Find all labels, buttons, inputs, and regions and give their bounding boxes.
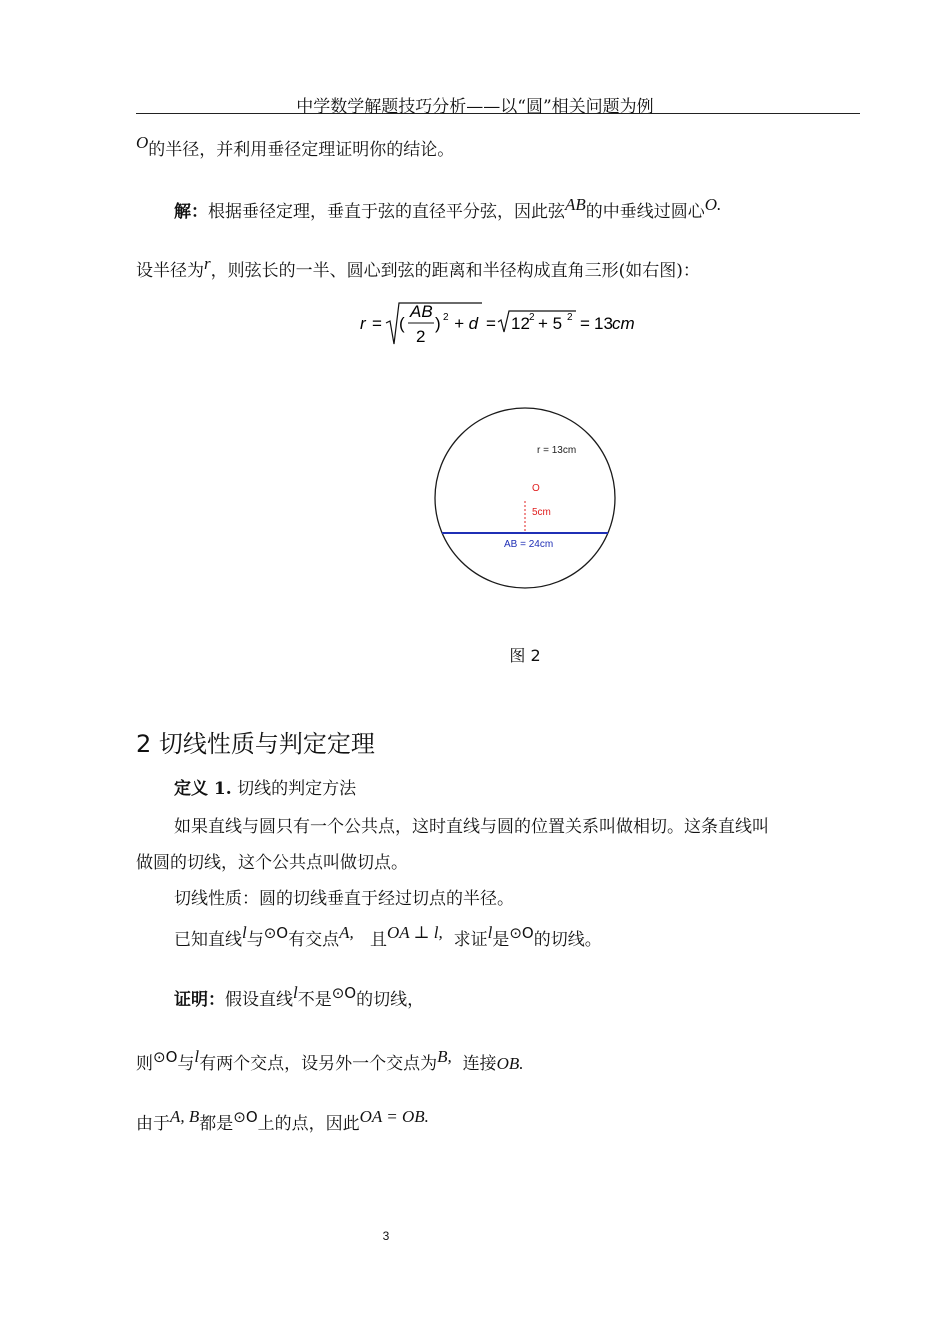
problem-text-7: 的切线。	[533, 930, 602, 950]
solution-label: 解：	[174, 202, 208, 222]
definition-text-2: 做圆的切线，这个公共点叫做切点。	[136, 853, 408, 873]
var-a: A,	[339, 923, 354, 942]
page-header-title: 中学数学解题技巧分析——以“圆”相关问题为例	[296, 97, 654, 117]
formula-sq1: 2	[529, 312, 535, 323]
formula-open-paren: (	[399, 314, 405, 333]
formula-plus: + 5	[538, 314, 563, 333]
proof-text: 假设直线	[225, 990, 293, 1010]
formula-close-paren: )	[435, 314, 441, 333]
paragraph-text: 的半径，并利用垂径定理证明你的结论。	[148, 140, 455, 160]
circle-diagram	[424, 400, 624, 595]
definition-title: 切线的判定方法	[231, 779, 357, 799]
formula-eq: =	[372, 314, 382, 333]
var-r: r	[204, 254, 211, 273]
proof2-text-2: 与	[177, 1054, 195, 1074]
solution-text-2: 的中垂线过圆心	[585, 202, 705, 222]
problem-text-2: 与	[246, 930, 264, 950]
radius-formula	[358, 300, 648, 350]
var-o-center: O.	[704, 195, 722, 214]
paragraph-radius	[136, 133, 455, 162]
definition-text-1: 如果直线与圆只有一个公共点，这时直线与圆的位置关系叫做相切。这条直线叫	[174, 817, 769, 837]
formula-base1: 12	[511, 314, 530, 333]
problem-text-6: 是	[492, 930, 510, 950]
formula-square: 2	[443, 312, 449, 323]
setup-comma: ，	[210, 261, 228, 281]
formula-denominator: 2	[416, 327, 426, 346]
proof-label: 证明：	[174, 990, 225, 1010]
oa-eq-ob: OA = OB.	[359, 1107, 429, 1126]
problem-text-4: 且	[369, 930, 387, 950]
definition-label: 定义 1.	[174, 779, 232, 799]
problem-text-5: 求证	[453, 930, 488, 950]
formula-plus-d: + d	[454, 314, 479, 333]
setup-text: 设半径为	[136, 261, 204, 281]
proof-line	[174, 983, 425, 1012]
solution-line	[174, 195, 722, 224]
proof-text-2: 不是	[297, 990, 332, 1010]
formula-eq3: =	[580, 314, 590, 333]
var-l: l	[194, 1047, 200, 1066]
problem-text-3: 有交点	[288, 930, 340, 950]
setup-line	[136, 254, 700, 283]
circle-o-symbol: ⊙O	[331, 984, 357, 1002]
var-a-b: A, B	[170, 1107, 200, 1126]
proof3-text-3: 上的点，因此	[257, 1114, 360, 1134]
proof3-text-2: 都是	[199, 1114, 234, 1134]
var-l: l	[242, 923, 247, 942]
var-o: O	[136, 133, 149, 152]
distance-label: 5cm	[532, 507, 551, 518]
formula-unit: cm	[612, 314, 635, 333]
proof2-text-4: 连接	[462, 1054, 497, 1074]
formula-r: r	[360, 314, 366, 333]
var-l-2: l	[487, 923, 493, 942]
var-ob: OB.	[496, 1054, 524, 1073]
circle-o-symbol: ⊙O	[153, 1048, 178, 1066]
section-heading: 2 切线性质与判定定理	[136, 730, 375, 758]
var-ab: AB	[565, 195, 586, 214]
chord-label: AB = 24cm	[504, 539, 554, 550]
center-label: O	[532, 483, 540, 494]
problem-line	[174, 923, 602, 952]
radius-label: r = 13cm	[537, 445, 577, 456]
var-b: B,	[437, 1047, 452, 1066]
header-rule	[136, 113, 860, 114]
tangent-property: 切线性质：圆的切线垂直于经过切点的半径。	[174, 889, 514, 909]
oa-perp-l: OA ⊥ l,	[386, 923, 443, 942]
proof-text-3: 的切线，	[356, 990, 425, 1010]
proof-line-3	[136, 1107, 429, 1136]
setup-text-2: 则弦长的一半、圆心到弦的距离和半径构成直角三形(如右图)：	[227, 261, 700, 281]
formula-eq2: =	[486, 314, 496, 333]
formula-result: 13	[594, 314, 613, 333]
problem-text: 已知直线	[174, 930, 242, 950]
circle-o-symbol: ⊙O	[233, 1108, 258, 1126]
var-l: l	[293, 983, 298, 1002]
proof2-text-3: 有两个交点，设另外一个交点为	[199, 1054, 438, 1074]
circle-outline	[435, 408, 615, 588]
proof3-text: 由于	[136, 1114, 170, 1134]
formula-sq2: 2	[567, 312, 573, 323]
solution-text: 根据垂径定理，垂直于弦的直径平分弦，因此弦	[208, 202, 565, 222]
formula-numerator: AB	[410, 302, 433, 321]
proof2-text: 则	[136, 1054, 153, 1074]
sqrt-sign-2	[498, 311, 576, 332]
page-number: 3	[382, 1229, 390, 1243]
circle-o-symbol: ⊙O	[263, 924, 289, 942]
proof-line-2	[136, 1047, 524, 1076]
definition-line	[174, 777, 356, 801]
figure-caption: 图 2	[509, 646, 541, 665]
circle-o-symbol-2: ⊙O	[509, 924, 534, 942]
